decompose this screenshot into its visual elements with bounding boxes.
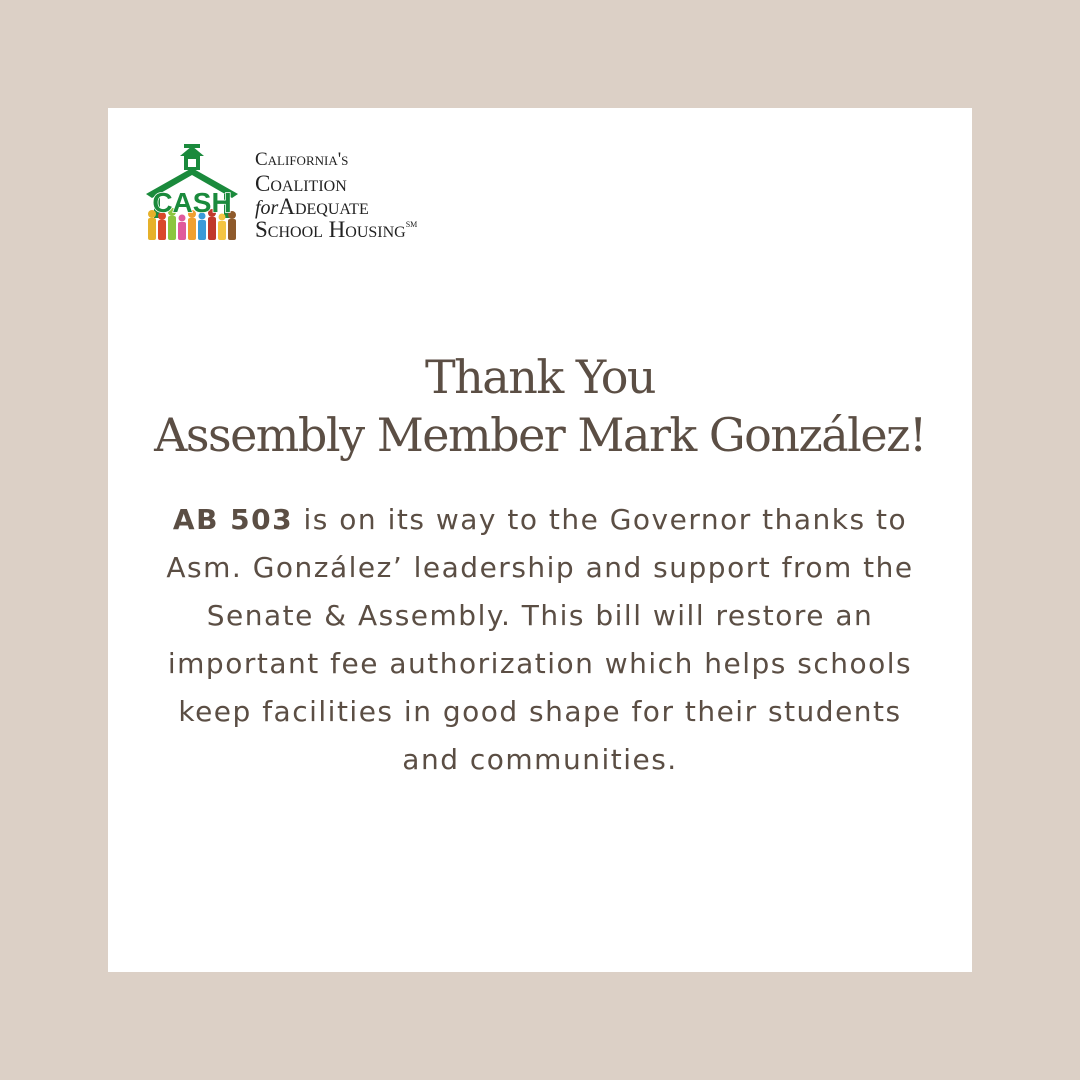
body-paragraph [158, 496, 922, 784]
logo-line-californias: California's [255, 149, 349, 170]
headline-thank-you: Thank You [424, 350, 656, 404]
cash-logo [140, 142, 500, 252]
logo-school-housing: School Housing [255, 217, 406, 242]
logo-mark-text: CASH [152, 187, 232, 218]
schoolhouse-logo-icon [140, 142, 244, 248]
logo-line-adequate [255, 195, 417, 218]
logo-line-coalition: Coalition [255, 171, 347, 196]
logo-wordmark [255, 150, 417, 241]
service-mark: SM [405, 220, 418, 229]
content-card [108, 108, 972, 972]
logo-line-school-housing [255, 218, 417, 241]
headline [108, 348, 972, 464]
body-message: is on its way to the Governor thanks to Asm. González’ leadership and support from the Senate & Assembly. This bill will restore an important fee authorization which helps schools keep facilities in good shape for their students and communities. [166, 503, 914, 776]
logo-adequate: Adequate [278, 194, 369, 219]
bill-number: AB 503 [172, 503, 294, 536]
headline-member-name: Assembly Member Mark González! [154, 408, 926, 462]
logo-for: for [255, 197, 279, 219]
